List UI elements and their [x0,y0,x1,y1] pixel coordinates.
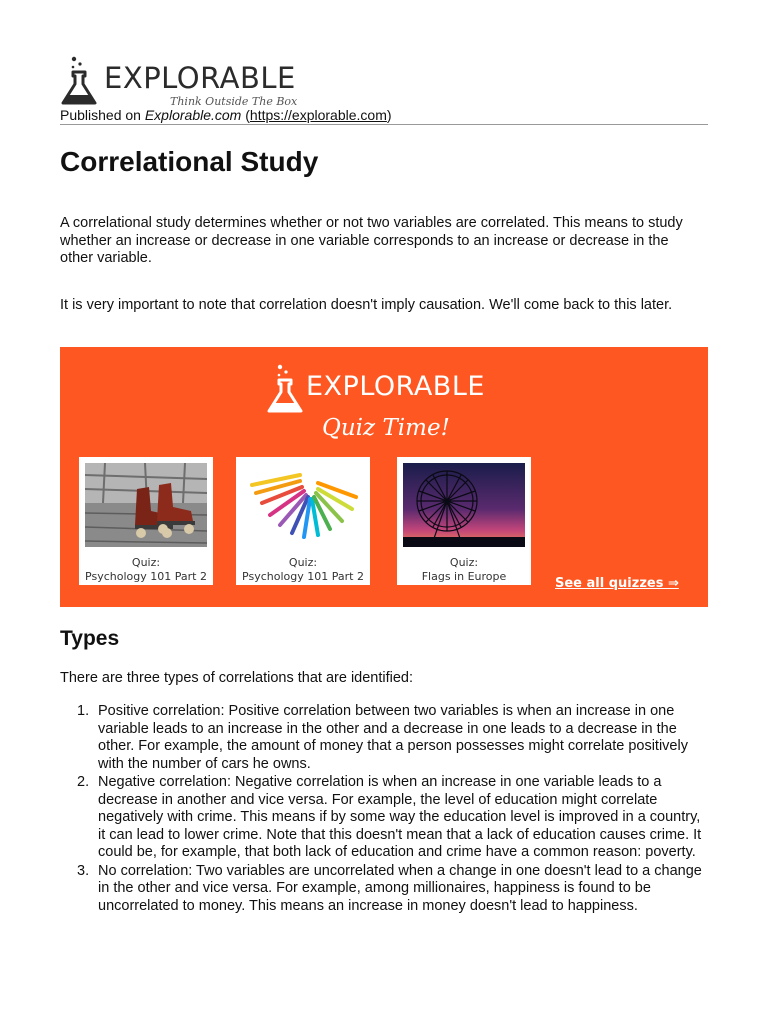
published-close-paren: ) [386,107,392,123]
types-heading: Types [60,627,120,650]
list-item [60,703,708,773]
roller-skates-image [85,463,207,547]
banner-wordmark: EXPLORABLE [306,371,485,402]
quiz-card-label: Quiz: [449,556,479,569]
published-url-link[interactable]: https://explorable.com [249,107,387,123]
ferris-wheel-image [403,463,525,547]
types-intro: There are three types of correlations that are identified: [60,670,414,686]
types-list [60,703,708,916]
see-all-quizzes-link[interactable]: See all quizzes ⇒ [555,576,679,591]
intro-paragraph-2: It is very important to note that correlation doesn't imply causation. We'll come back to this later. [60,297,673,313]
quiz-card-label: Quiz: [288,556,318,569]
flask-icon [60,55,100,107]
list-item-number: 1. [77,703,90,719]
quiz-card-2[interactable] [236,457,370,585]
logo-tagline: Think Outside The Box [170,95,298,108]
page-title: Correlational Study [60,146,319,177]
quiz-card-title: Psychology 101 Part 2 [85,570,207,583]
list-item-text: Negative correlation: Negative correlation is when an increase in one variable leads to a decrease in another and vice versa. For example, the level of education might correlate negatively with crime. This means if by some way the education level is improved in a country, it can lead to lower crime. Note that this doesn't mean that a lack of education causes crime. It could be, for example, that both lack of education and crime have a common reason: poverty. [98,774,702,860]
list-item-number: 2. [77,774,90,790]
list-item [60,863,708,916]
quiz-time-heading: Quiz Time! [322,415,450,441]
banner-logo [266,367,526,417]
quiz-card-label: Quiz: [131,556,161,569]
published-line [60,107,392,123]
quiz-card-title: Flags in Europe [421,570,507,583]
colored-pencils-image [242,463,364,547]
published-site: Explorable.com [144,107,242,123]
published-open-paren: ( [241,107,250,123]
list-item-text: Positive correlation: Positive correlation between two variables is when an increase in one variable leads to an increase in the other and a decrease in one leads to a decrease in the other. For example, the amount of money that a person possesses might correlate positively with the number of cars he owns. [98,703,688,772]
quiz-card-title: Psychology 101 Part 2 [242,570,364,583]
quiz-banner[interactable] [60,347,708,607]
quiz-card-1[interactable] [79,457,213,585]
explorable-logo[interactable] [60,55,300,107]
logo-wordmark: EXPLORABLE [104,61,296,95]
quiz-card-3[interactable] [397,457,531,585]
header-divider [60,124,708,125]
published-prefix: Published on [60,107,145,123]
list-item-text: No correlation: Two variables are uncorrelated when a change in one doesn't lead to a change in the other and vice versa. For example, among millionaires, happiness is found to be uncorrelated to money. This means an increase in money doesn't lead to happiness. [98,862,702,914]
intro-paragraph-1: A correlational study determines whether or not two variables are correlated. This means to study whether an increase or decrease in one variable corresponds to an increase or decrease in the other variable. [60,215,683,266]
list-item [60,774,708,862]
list-item-number: 3. [77,862,90,879]
flask-icon [266,363,306,415]
